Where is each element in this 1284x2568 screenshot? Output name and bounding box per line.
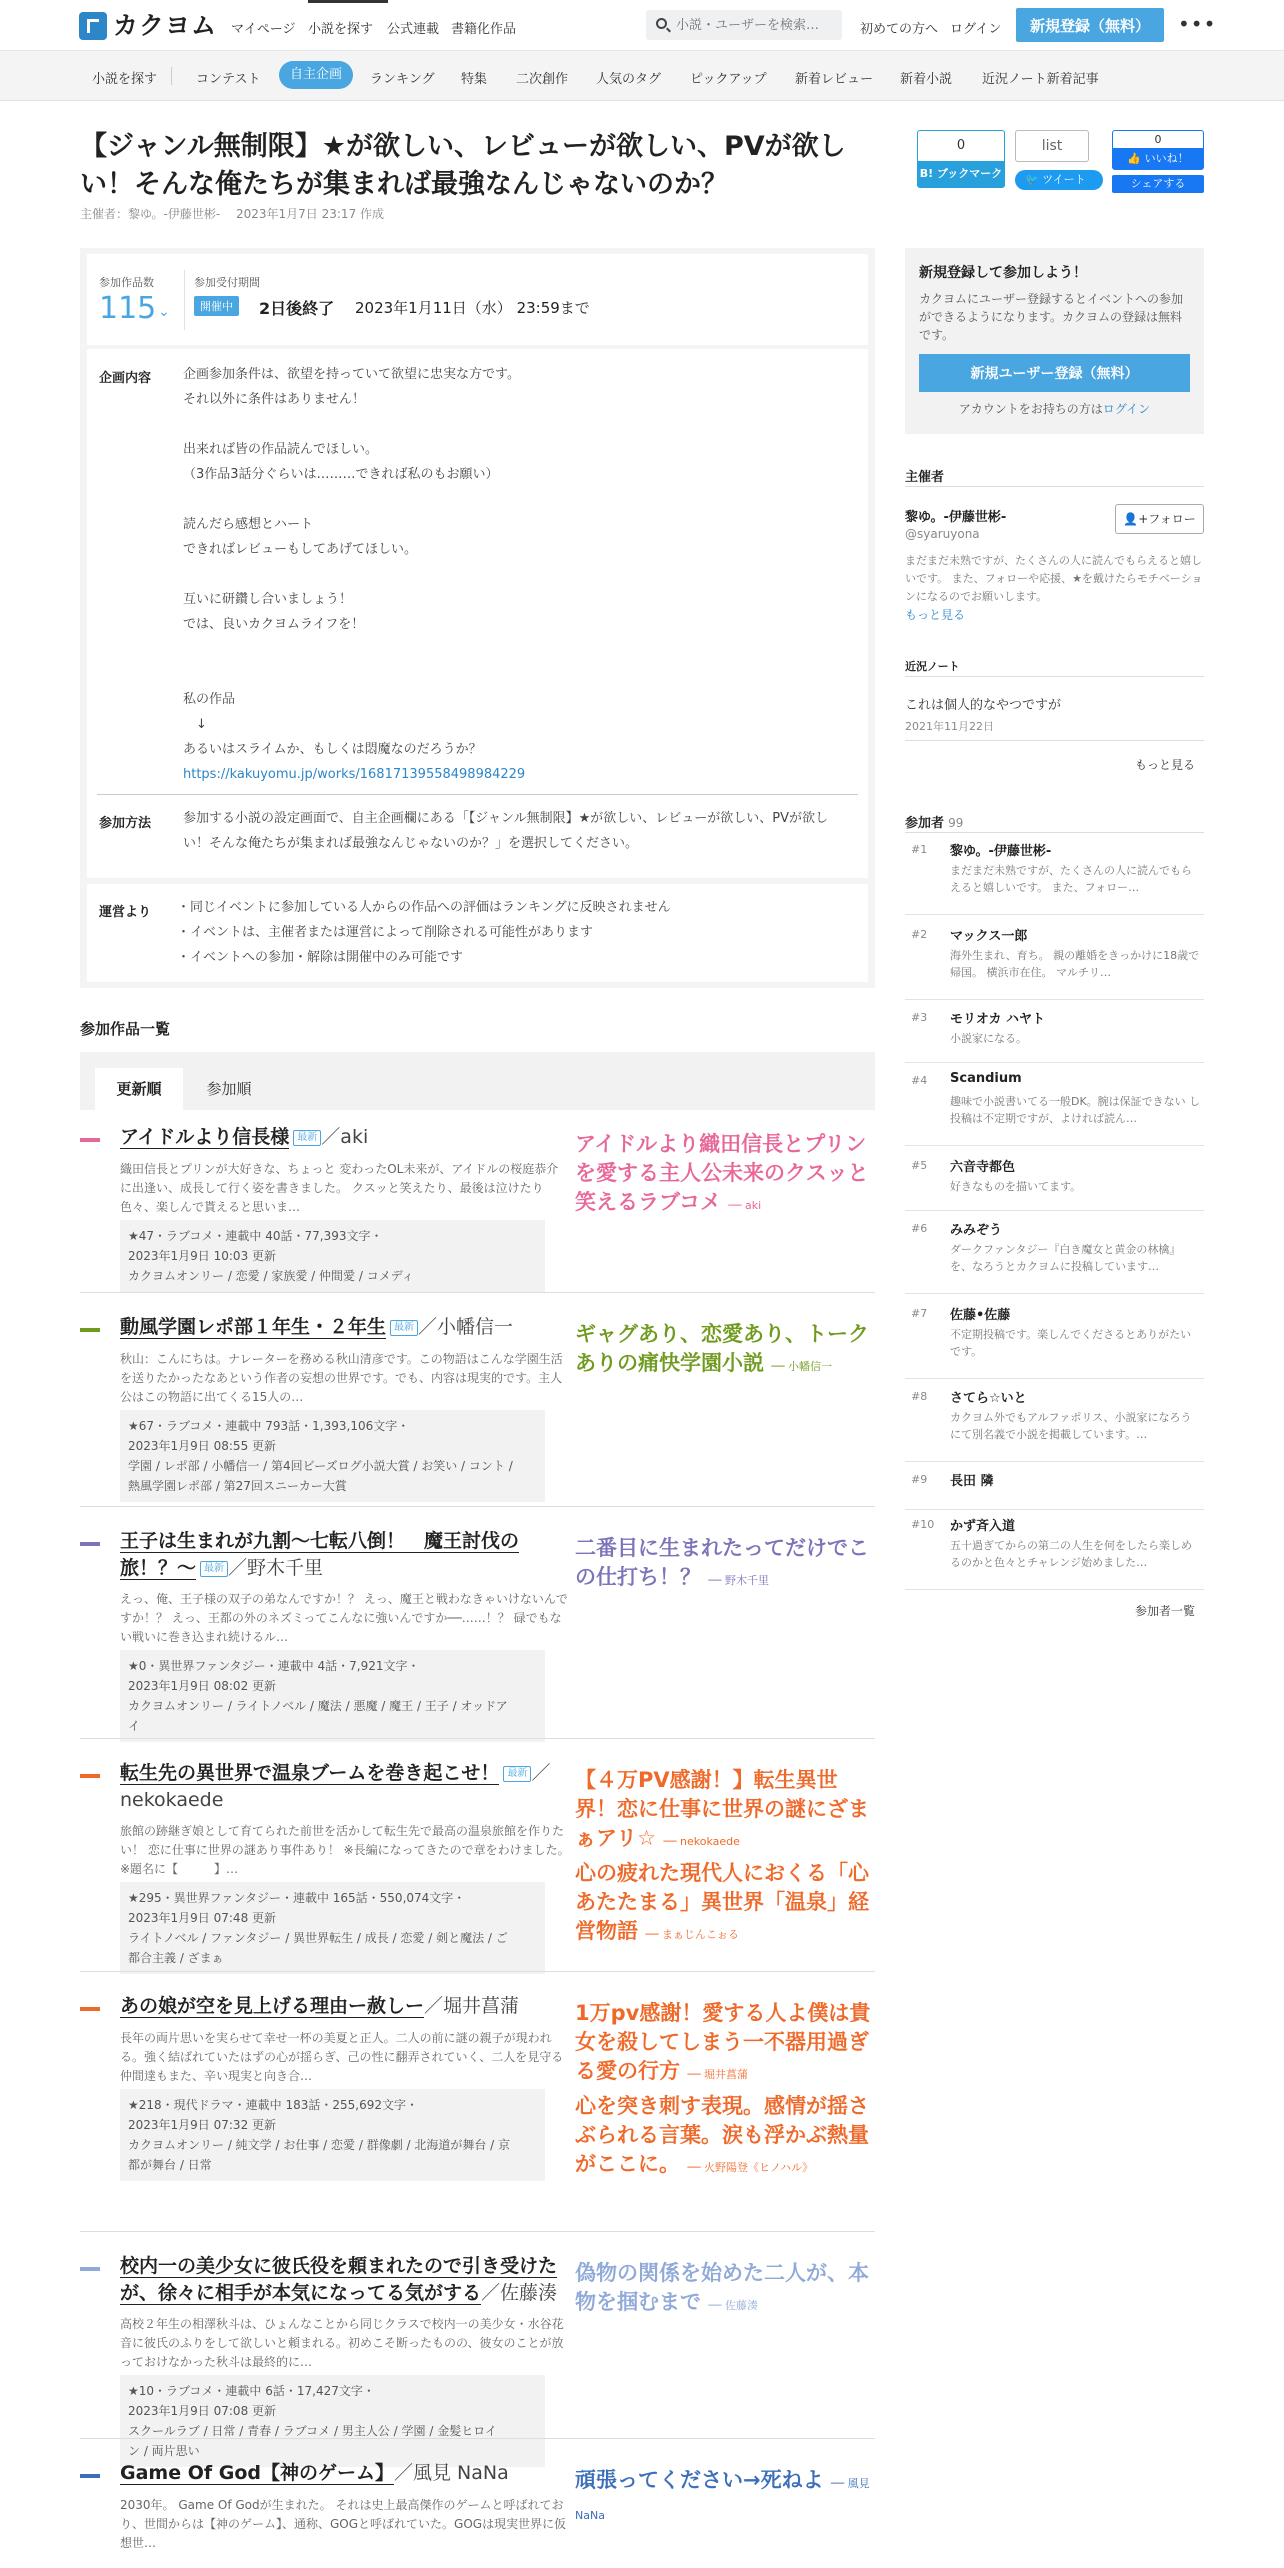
review-author[interactable]: ── 風見 NaNa [575, 2477, 870, 2522]
method-text: 参加する小説の設定画面で、自主企画欄にある「【ジャンル無制限】★が欲しい、レビューが欲しい、PVが欲しい！そんな俺たちが集まれば最強なんじゃないのか？」を選択してください。 [183, 811, 829, 851]
follow-button[interactable]: 👤+フォロー [1115, 504, 1204, 534]
work-info-line: ★67・ラブコメ・連載中 793話・1,393,106文字・ [128, 1419, 410, 1433]
host-bio: まだまだ未熟ですが、たくさんの人に読んでもらえると嬉しいです。 また、フォローや応援、★を戴けたらモチベーションになるのでお願いします。 [905, 554, 1203, 603]
work-info-line: イ [128, 1719, 141, 1733]
work-info-box [120, 1882, 545, 1974]
work-info-line: 都合主義 / ざまぁ [128, 1951, 224, 1965]
genre-color-bar [80, 1542, 100, 1546]
hatena-bookmark-button[interactable] [917, 130, 1005, 188]
signup-title: 新規登録して参加しよう！ [919, 265, 1087, 281]
sidebar-login-link[interactable]: ログイン [1102, 402, 1151, 416]
nav-published-works[interactable]: 書籍化作品 [451, 22, 517, 37]
add-user-icon: 👤+ [1123, 512, 1149, 526]
participant-item[interactable] [905, 1071, 1204, 1146]
search-box[interactable] [646, 10, 842, 40]
ops-item: ・イベントは、主催者または運営によって削除される可能性があります [177, 925, 594, 940]
works-heading: 参加作品一覧 [80, 1020, 171, 1038]
work-title-line [120, 1760, 570, 1814]
content-line: 企画参加条件は、欲望を持っていて欲望に忠実な方です。 [183, 367, 520, 382]
entry-divider [80, 1971, 875, 1972]
subnav-popular-tags[interactable]: 人気のタグ [596, 72, 662, 87]
twitter-bird-icon: 🐦 [1025, 173, 1043, 186]
content-line [183, 412, 843, 437]
review-author[interactable]: ── aki [728, 1199, 762, 1212]
participant-name[interactable]: 佐藤•佐藤 [950, 1308, 1011, 1323]
subnav-fan-works[interactable]: 二次創作 [516, 72, 569, 87]
work-intro: 2030年。 Game Of Godが生まれた。 それは史上最高傑作のゲームと呼ばれており、世間からは【神のゲーム】、通称、GOGと呼ばれていた。GOGは現実世界に仮想世… [120, 2498, 567, 2550]
work-info-line: ン / 両片思い [128, 2444, 200, 2458]
work-info-line: 熱風学園レポ部 / 第27回スニーカー大賞 [128, 1479, 347, 1493]
login-prompt: アカウントをお持ちの方はログイン [958, 402, 1151, 416]
genre-color-bar [80, 2007, 100, 2011]
tab-updated[interactable]: 更新順 [95, 1068, 183, 1110]
participant-name[interactable]: さてら☆いと [950, 1391, 1027, 1406]
content-divider [97, 794, 858, 795]
work-info-line: 都が舞台 / 日常 [128, 2158, 212, 2172]
divider [905, 832, 1204, 833]
sub-navigation [0, 51, 1284, 101]
work-info-line: ★218・現代ドラマ・連載中 183話・255,692文字・ [128, 2098, 419, 2112]
participant-rank: #7 [911, 1307, 928, 1320]
participant-name[interactable]: みみぞう [950, 1223, 1003, 1238]
work-info-line: カクヨムオンリー / 恋愛 / 家族愛 / 仲間愛 / コメディ [128, 1269, 414, 1283]
work-author[interactable]: ／野木千里 [228, 1557, 324, 1579]
participant-item[interactable] [905, 1515, 1204, 1590]
content-line [183, 662, 843, 687]
participant-name[interactable]: モリオカ ハヤト [950, 1012, 1046, 1027]
work-info-line: ★0・異世界ファンタジー・連載中 4話・7,921文字・ [128, 1659, 420, 1673]
ops-item: ・イベントへの参加・解除は開催中のみ可能です [177, 950, 464, 965]
participant-name[interactable]: かず斉入道 [950, 1519, 1016, 1534]
period-label: 参加受付期間 [194, 276, 260, 289]
genre-color-bar [80, 1774, 100, 1778]
search-input[interactable] [676, 15, 836, 35]
signup-button[interactable]: 新規ユーザー登録（無料） [919, 354, 1190, 392]
genre-color-bar [80, 1138, 100, 1142]
participant-desc: 海外生まれ、育ち。 親の離婚をきっかけに18歳で帰国。 横浜市在住。 マルチリ… [950, 949, 1200, 979]
content-line: それ以外に条件はありません！ [183, 392, 366, 407]
work-author[interactable]: ／aki [321, 1126, 369, 1148]
nav-find-novels[interactable]: 小説を探す [308, 22, 374, 37]
like-label: 👍 いいね！ [1113, 148, 1203, 169]
host-name[interactable]: 黎ゆ。-伊藤世彬- [905, 510, 1007, 525]
content-line [183, 637, 843, 662]
work-title-line [120, 1528, 570, 1582]
content-line: 読んだら感想とハート [183, 517, 314, 532]
summary-divider [184, 270, 185, 330]
remaining-days: 2日後終了 [259, 299, 335, 318]
participant-desc: 不定期投稿です。楽しんでくださるとありがたいです。 [950, 1328, 1192, 1358]
participant-item[interactable] [905, 1156, 1204, 1211]
work-title[interactable]: 校内一の美少女に彼氏役を頼まれたので引き受けたが、徐々に相手が本気になってる気がする [120, 2255, 558, 2304]
participant-name[interactable]: Scandium [950, 1071, 1022, 1086]
work-title[interactable]: アイドルより信長様 [120, 1126, 290, 1148]
ops-item: ・同じイベントに参加している人からの作品への評価はランキングに反映されません [177, 900, 671, 915]
content-label: 企画内容 [99, 371, 152, 386]
participant-rank: #5 [911, 1159, 928, 1172]
content-line: 互いに研鑽し合いましょう！ [183, 592, 353, 607]
participant-item[interactable] [905, 1304, 1204, 1379]
review-catchcopy[interactable]: 心の疲れた現代人におくる「心あたたまる」異世界「温泉」経営物語 ── まぁじんこぉる [575, 1861, 869, 1943]
host-more-link[interactable]: もっと見る [905, 608, 966, 622]
content-line [183, 487, 843, 512]
content-line [183, 562, 843, 587]
beginner-guide-link[interactable]: 初めての方へ [860, 22, 939, 37]
tweet-button[interactable] [1015, 170, 1103, 190]
participant-item[interactable] [905, 1008, 1204, 1063]
work-intro: 旅館の跡継ぎ娘として育てられた前世を活かして転生先で最高の温泉旅館を作りたい！ 恋に仕事に世界の謎あり事件あり！ ※長編になってきたので章をわけました。 ※題名に【 】… [120, 1824, 570, 1876]
host-id: @syaruyona [905, 527, 980, 541]
facebook-like-box[interactable] [1112, 130, 1204, 170]
login-link[interactable]: ログイン [950, 22, 1002, 37]
work-author[interactable]: ／佐藤湊 [481, 2282, 558, 2304]
review-catchcopy[interactable]: 偽物の関係を始めた二人が、本物を掴むまで ── 佐藤湊 [575, 2261, 869, 2314]
site-header [0, 0, 1284, 51]
participant-item[interactable] [905, 1219, 1204, 1294]
work-intro: えっ、俺、王子様の双子の弟なんですか！？ えっ、魔王と戦わなきゃいけないんですか！？ えっ、王都の外のネズミってこんなに強いんですか──……！？ 碌でもない戦いに巻き込まれ続けるル… [120, 1592, 568, 1644]
participant-name[interactable]: 長田 隣 [950, 1474, 994, 1489]
work-info-box [120, 1220, 545, 1292]
review-author[interactable]: ── まぁじんこぉる [645, 1928, 739, 1941]
subnav-user-events[interactable]: 自主企画 [279, 61, 353, 89]
page-title: 【ジャンル無制限】★が欲しい、レビューが欲しい、PVが欲しい！そんな俺たちが集まれば最強なんじゃないのか？ [80, 131, 846, 200]
participant-desc: 五十過ぎてからの第二の人生を何をしたら楽しめるのかと色々とチャレンジ始めました… [950, 1539, 1192, 1569]
participants-count: 99 [948, 816, 964, 830]
work-info-box [120, 2089, 545, 2181]
work-title[interactable]: 動風学園レポ部１年生・２年生 [120, 1316, 387, 1338]
entry-count-label: 参加作品数 [99, 276, 154, 289]
work-intro: 秋山：こんにちは。ナレーターを務める秋山清彦です。この物語はこんな学園生活を送りたかったなあという作者の妄想の世界です。でも、内容は現実的です。主人公はこの物語に出てくる15人の… [120, 1352, 563, 1404]
review-catchcopy[interactable]: 二番目に生まれたってだけでこの仕打ち！？ ── 野木千里 [575, 1536, 869, 1589]
ops-label: 運営より [99, 905, 152, 920]
work-link[interactable]: https://kakuyomu.jp/works/16817139558498984229 [183, 767, 526, 782]
note-date: 2021年11月22日 [905, 720, 994, 733]
work-info-line: 2023年1月9日 10:03 更新 [128, 1249, 277, 1263]
review-catchcopy[interactable]: アイドルより織田信長とプリンを愛する主人公未来のクスッと笑えるラブコメ ── aki [575, 1132, 869, 1214]
more-menu-icon[interactable]: ••• [1178, 12, 1217, 36]
genre-color-bar [80, 1328, 100, 1332]
participant-rank: #10 [911, 1518, 935, 1531]
participant-item[interactable] [905, 1387, 1204, 1462]
site-logo-text[interactable]: カクヨム [113, 11, 218, 40]
updated-badge: 最新 [293, 1130, 321, 1146]
event-details-card [80, 248, 875, 988]
participant-rank: #8 [911, 1390, 928, 1403]
work-info-line: 2023年1月9日 07:32 更新 [128, 2118, 277, 2132]
updated-badge: 最新 [503, 1766, 531, 1782]
review-author[interactable]: ── 堀井菖蒲 [687, 2068, 749, 2081]
participants-heading: 参加者 99 [905, 816, 964, 831]
work-title-line [120, 2460, 570, 2487]
review-author[interactable]: ── 佐藤湊 [708, 2299, 759, 2312]
review-catchcopy[interactable]: ギャグあり、恋愛あり、トークありの痛快学園小説 ── 小幡信一 [575, 1322, 869, 1375]
participant-rank: #1 [911, 843, 928, 856]
tab-joined[interactable]: 参加順 [206, 1080, 252, 1098]
work-title[interactable]: 転生先の異世界で温泉ブームを巻き起こせ！ [120, 1762, 500, 1784]
chevron-down-icon[interactable]: ⌄ [158, 304, 170, 320]
work-info-line: カクヨムオンリー / 純文学 / お仕事 / 恋愛 / 群像劇 / 北海道が舞台 / 京 [128, 2138, 511, 2152]
participant-desc: 趣味で小説書いてる一般DK。腕は保証できない し投稿は不定期ですが、よければ読ん… [950, 1095, 1201, 1125]
review-author[interactable]: ── 火野陽登《ヒノハル》 [687, 2161, 814, 2174]
host-heading: 主催者 [905, 470, 945, 485]
ops-list [177, 895, 857, 970]
work-info-line: ★10・ラブコメ・連載中 6話・17,427文字・ [128, 2384, 375, 2398]
work-info-line: ライトノベル / ファンタジー / 異世界転生 / 成長 / 恋愛 / 剣と魔法 / ご [128, 1931, 508, 1945]
genre-color-bar [80, 2474, 100, 2478]
sort-tabs [80, 1052, 875, 1110]
work-title[interactable]: あの娘が空を見上げる理由ー赦しー [120, 1995, 425, 2017]
work-info-line: ★295・異世界ファンタジー・連載中 165話・550,074文字・ [128, 1891, 466, 1905]
participants-more-link[interactable]: 参加者一覧 [1135, 1604, 1196, 1618]
nav-official-series[interactable]: 公式連載 [387, 22, 440, 37]
work-intro: 織田信長とプリンが大好きな、ちょっと 変わったOL未来が、アイドルの桜庭恭介に出逢い、成長して行く姿を書きました。 クスッと笑えたり、最後は泣けたり 色々、楽しんで貰えると思いま… [120, 1162, 559, 1214]
work-title-line [120, 1993, 570, 2020]
subnav-ranking[interactable]: ランキング [370, 72, 435, 87]
review-catchcopy[interactable]: 【４万PV感謝！】転生異世界！恋に仕事に世界の謎にざまぁアリ☆ ── nekokaede [575, 1768, 869, 1850]
work-info-line: 学園 / レポ部 / 小幡信一 / 第4回ビーズログ小説大賞 / お笑い / コント / [128, 1459, 513, 1473]
thumbs-up-icon: 👍 [1127, 152, 1145, 165]
participant-name[interactable]: 六音寺都色 [950, 1160, 1016, 1175]
entry-divider [80, 1506, 875, 1507]
deadline: 2023年1月11日（水） 23:59まで [355, 299, 590, 317]
divider [905, 486, 1204, 487]
work-info-line: ★47・ラブコメ・連載中 40話・77,393文字・ [128, 1229, 383, 1243]
host-meta: 主催者：黎ゆ。-伊藤世彬- 2023年1月7日 23:17 作成 [80, 207, 385, 221]
participant-rank: #3 [911, 1011, 928, 1024]
review-catchcopy[interactable]: 心を突き刺す表現。感情が揺さぶられる言葉。涙も浮かぶ熱量がここに。 ── 火野陽登《ヒノハル》 [575, 2094, 869, 2176]
participant-desc: カクヨム外でもアルファポリス、小説家になろうにて別名義で小説を掲載しています。… [950, 1411, 1192, 1441]
facebook-share-button[interactable]: シェアする [1112, 175, 1204, 193]
divider [905, 740, 1204, 741]
register-button[interactable]: 新規登録（無料） [1016, 8, 1164, 42]
list-button[interactable] [1015, 130, 1089, 162]
participant-name[interactable]: マックス一郎 [950, 929, 1028, 944]
work-info-box [120, 2375, 545, 2467]
method-label: 参加方法 [99, 816, 152, 831]
kakuyomu-logo-icon[interactable] [79, 12, 107, 40]
search-icon [656, 18, 667, 29]
work-title[interactable]: 王子は生まれが九割〜七転八倒！ 魔王討伐の旅！？〜 [120, 1530, 520, 1579]
list-label: list [1041, 138, 1063, 154]
review-catchcopy[interactable]: 頑張ってください→死ねよ ── 風見 NaNa [575, 2468, 870, 2522]
bookmark-label: B! ブックマーク [918, 161, 1004, 187]
participant-item[interactable] [905, 1470, 1204, 1510]
participant-desc: ダークファンタジー『白き魔女と黄金の林檎』を、なろうとカクヨムに投稿しています… [950, 1243, 1181, 1273]
content-line: ↓ [183, 717, 207, 732]
ops-panel [87, 878, 868, 982]
content-line: 出来れば皆の作品読んでほしい。 [183, 442, 379, 457]
work-intro: 長年の両片思いを実らせて幸せ一杯の美夏と正人。二人の前に謎の親子が現われる。強く結ばれていたはずの心が揺らぎ、己の性に翻弄されていく、二人を見守る仲間達もまた、辛い現実と向き合… [120, 2031, 564, 2083]
work-author[interactable]: ／小幡信一 [418, 1316, 514, 1338]
work-title-line [120, 1314, 570, 1341]
work-info-line: 2023年1月9日 08:55 更新 [128, 1439, 277, 1453]
subnav-new-novels[interactable]: 新着小説 [900, 72, 953, 87]
review-catchcopy[interactable]: 1万pv感謝！愛する人よ僕は貴女を殺してしまう一不器用過ぎる愛の行方 ── 堀井菖蒲 [575, 2001, 871, 2083]
subnav-divider [171, 67, 172, 85]
nav-active-indicator [308, 0, 388, 3]
participant-name[interactable]: 黎ゆ。-伊藤世彬- [950, 844, 1052, 859]
review-author[interactable]: ── 小幡信一 [771, 1360, 833, 1373]
participant-rank: #4 [911, 1074, 928, 1087]
subnav-find-novels[interactable]: 小説を探す [92, 72, 158, 87]
content-text [183, 362, 843, 762]
work-title-line [120, 2253, 570, 2307]
entry-divider [80, 2231, 875, 2232]
work-info-line: カクヨムオンリー / ライトノベル / 魔法 / 悪魔 / 魔王 / 王子 / オッドア [128, 1699, 508, 1713]
participant-rank: #2 [911, 928, 928, 941]
work-title[interactable]: Game Of God【神のゲーム】 [120, 2462, 394, 2484]
notes-heading: 近況ノート [905, 660, 960, 673]
participant-item[interactable] [905, 840, 1204, 915]
participant-rank: #6 [911, 1222, 928, 1235]
signup-text: カクヨムにユーザー登録するとイベントへの参加ができるようになります。カクヨムの登録は無料です。 [919, 292, 1184, 342]
updated-badge: 最新 [390, 1320, 418, 1336]
work-info-line: 2023年1月9日 07:08 更新 [128, 2404, 277, 2418]
work-info-box [120, 1410, 545, 1502]
divider [905, 676, 1204, 677]
subnav-features[interactable]: 特集 [461, 72, 488, 87]
like-count: 0 [1154, 133, 1162, 146]
entry-count[interactable]: 115 [99, 291, 157, 326]
work-info-line: スクールラブ / 日常 / 青春 / ラブコメ / 男主人公 / 学園 / 金髪ヒロイ [128, 2424, 497, 2438]
work-intro: 高校２年生の相澤秋斗は、ひょんなことから同じクラスで校内一の美少女・水谷花音に彼氏のふりをして欲しいと頼まれる。初めこそ断ったものの、彼女のことが放っておけなかった秋斗は最終的に… [120, 2317, 564, 2369]
subnav-contest[interactable]: コンテスト [196, 72, 261, 87]
bookmark-count: 0 [956, 138, 966, 153]
work-author[interactable]: ／風見 NaNa [394, 2462, 509, 2484]
review-author[interactable]: ── nekokaede [663, 1835, 740, 1848]
entry-divider [80, 2438, 875, 2439]
work-author[interactable]: ／堀井菖蒲 [424, 1995, 520, 2017]
content-line: 私の作品 [183, 692, 236, 707]
participant-desc: 好きなものを描いてます。 [950, 1180, 1082, 1193]
notes-more-link[interactable]: もっと見る [1135, 758, 1196, 772]
event-summary-panel [87, 254, 868, 345]
work-author[interactable]: ／nekokaede [120, 1762, 551, 1811]
entry-divider [80, 1738, 875, 1739]
participant-item[interactable] [905, 925, 1204, 1000]
entry-divider [80, 1292, 875, 1293]
note-title[interactable]: これは個人的なやつですが [905, 698, 1062, 713]
tweet-label: ツイート [1042, 173, 1086, 186]
participant-rank: #9 [911, 1473, 928, 1486]
participant-desc: まだまだ未熟ですが、たくさんの人に読んでもらえると嬉しいです。 また、フォロー… [950, 864, 1192, 894]
nav-mypage[interactable]: マイページ [231, 22, 296, 37]
content-line: では、良いカクヨムライフを！ [183, 617, 365, 632]
updated-badge: 最新 [200, 1561, 228, 1577]
review-author[interactable]: ── 野木千里 [708, 1574, 770, 1587]
status-badge: 開催中 [194, 296, 239, 316]
participant-desc: 小説家になる。 [950, 1032, 1027, 1045]
subnav-pickup[interactable]: ピックアップ [690, 72, 767, 87]
content-line: あるいはスライムか、もしくは悶魔なのだろうか？ [183, 742, 482, 757]
work-info-line: 2023年1月9日 08:02 更新 [128, 1679, 277, 1693]
genre-color-bar [80, 2267, 100, 2271]
work-info-line: 2023年1月9日 07:48 更新 [128, 1911, 277, 1925]
work-title-line [120, 1124, 570, 1151]
content-line: （3作品3話分ぐらいは………できれば私のもお願い） [183, 467, 499, 482]
content-line: できればレビューもしてあげてほしい。 [183, 542, 418, 557]
work-info-box [120, 1650, 545, 1742]
subnav-new-notes[interactable]: 近況ノート新着記事 [982, 72, 1099, 87]
signup-box [905, 248, 1204, 434]
subnav-new-reviews[interactable]: 新着レビュー [795, 72, 874, 87]
